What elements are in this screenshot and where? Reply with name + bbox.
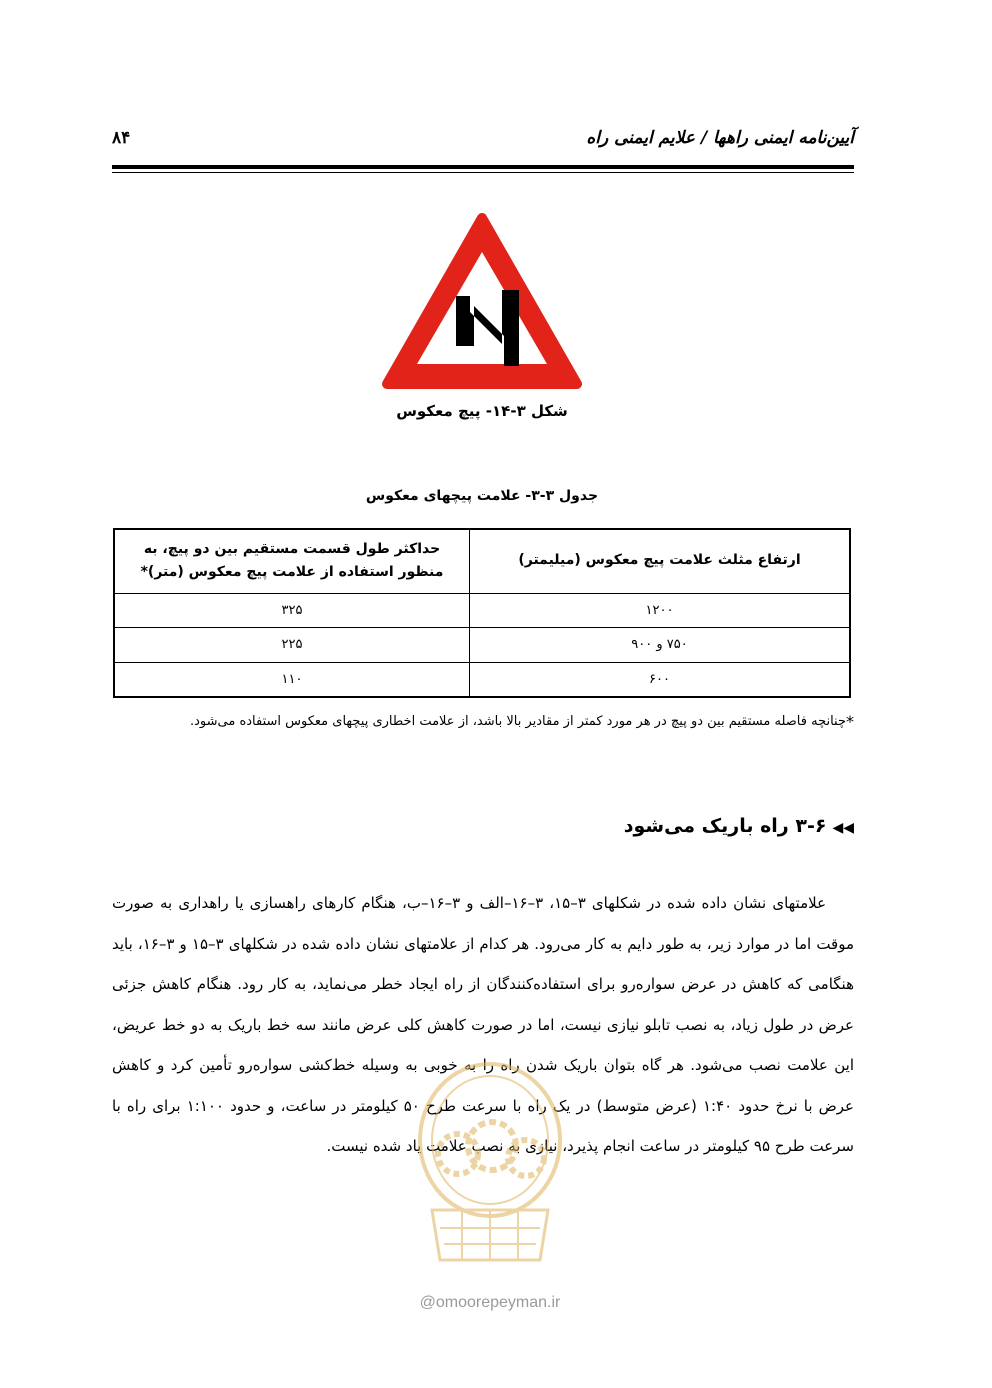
table-row (114, 662, 850, 697)
header-rule-thin (112, 172, 854, 173)
table-row (114, 593, 850, 627)
column-header-triangle-height: ارتفاع مثلث علامت پیچ معکوس (میلیمتر) (470, 529, 851, 593)
table-cell-length: ۱۱۰ (114, 662, 470, 697)
section-marker-icon: ◀◀ (832, 820, 854, 836)
watermark-url-text: omoorepeyman.ir (435, 1294, 561, 1311)
section-heading (624, 815, 854, 837)
column-header-max-straight-length: حداکثر طول قسمت مستقیم بین دو پیچ، به منظور استفاده از علامت پیچ معکوس (متر)* (114, 529, 470, 593)
footnote-star: * (846, 712, 854, 731)
reverse-curve-warning-sign-icon (382, 212, 582, 392)
body-paragraph: علامتهای نشان داده شده در شکلهای ۳–۱۵، ۳–۱۶–الف و ۳–۱۶–ب، هنگام کارهای راهسازی یا راهداری به صورت موقت اما در موارد زیر، به طور دایم به کار می‌رود. هر کدام از علامتهای نشان داده شده در شکلهای ۳–۱۵ و ۳–۱۶، باید هنگامی که کاهش در عرض سواره‌رو برای استفاده‌کنندگان از راه ایجاد خطر می‌نماید، به کار رود. هنگام کاهش جزئی عرض در طول زیاد، به نصب تابلو نیازی نیست، اما در صورت کاهش کلی عرض مانند سه خط باریک به دو خط عریض، این علامت نصب می‌شود. هر گاه بتوان باریک شدن راه را به خوبی به وسیله خط‌کشی سواره‌رو تأمین کرد و کاهش عرض با نرخ حدود ۱:۴۰ (عرض متوسط) در یک راه با سرعت طرح ۵۰ کیلومتر در ساعت، و حدود ۱:۱۰۰ برای راه با سرعت طرح ۹۵ کیلومتر در ساعت انجام پذیرد، نیازی به نصب علامت یاد شده نیست. (112, 894, 855, 1155)
header-rule-thick (112, 165, 854, 169)
table-cell-length: ۲۲۵ (114, 628, 470, 662)
section-heading-text: ۳-۶ راه باریک می‌شود (623, 815, 827, 837)
watermark-url (380, 1294, 600, 1312)
table-cell-height: ۱۲۰۰ (470, 593, 851, 627)
table-row (114, 628, 850, 662)
page-number: ۸۴ (112, 128, 131, 148)
table-cell-height: ۷۵۰ و ۹۰۰ (470, 628, 851, 662)
footnote-text: چنانچه فاصله مستقیم بین دو پیچ در هر مورد کمتر از مقادیر بالا باشد، از علامت اخطاری پیچهای معکوس استفاده می‌شود. (189, 714, 846, 729)
table-cell-length: ۳۲۵ (114, 593, 470, 627)
at-icon: @ (419, 1294, 436, 1311)
watermark-seal-icon (400, 1060, 580, 1280)
figure-caption: شکل ۳-۱۴- پیچ معکوس (396, 402, 568, 420)
table-cell-height: ۶۰۰ (470, 662, 851, 697)
reverse-curve-sign-table (113, 528, 851, 698)
page-header (112, 128, 854, 158)
table-caption: جدول ۳-۳- علامت پیچهای معکوس (365, 488, 599, 504)
table-footnote (112, 704, 854, 740)
table-header-row (114, 529, 850, 593)
header-title: آیین‌نامه ایمنی راهها / علایم ایمنی راه (586, 128, 854, 148)
